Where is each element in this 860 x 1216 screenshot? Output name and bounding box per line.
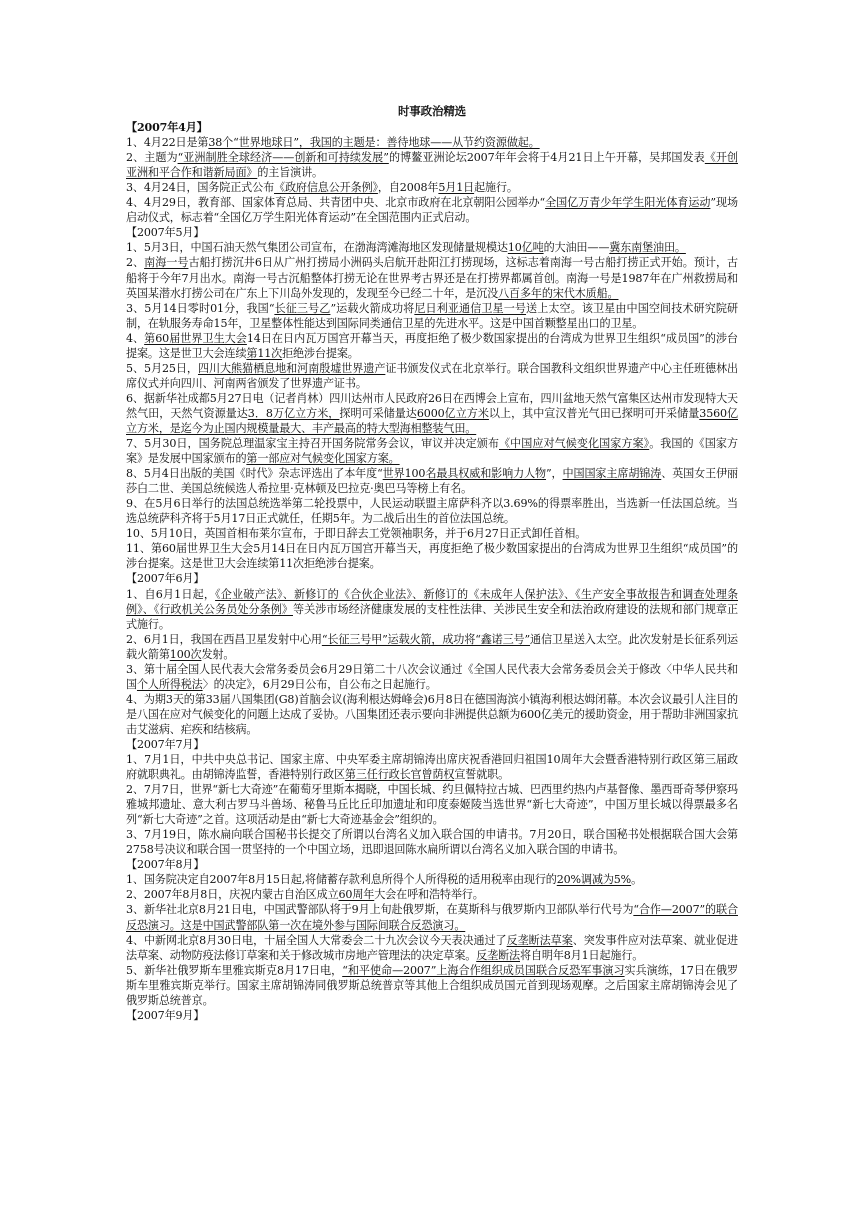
news-item [126,662,738,692]
underlined-text: 100次 [169,647,202,661]
body-text: 3、第十届全国人民代表大会常务委员会6月29日第二十八次会议通过《全国人民代表大会常务委员会关于修改〈中华人民共和国 [126,662,738,691]
body-text: 〉的决定》，6月29日公布，自公布之日起施行。 [202,677,437,691]
body-text: 的主旨演讲。 [257,166,323,180]
news-item [126,827,738,857]
body-text: 大会在呼和浩特举行。 [374,888,484,902]
underlined-text: 四川大熊猫栖息地和河南殷墟世界遗产 [197,361,386,375]
news-item [126,436,738,466]
news-item [126,361,738,391]
body-text: 4、为期3天的第33届八国集团(G8)首脑会议(海利根达姆峰会)6月8日在德国海滨小镇海利根达姆闭幕。本次会议最引人注目的是八国在应对气候变化的问题上达成了妥协。八国集团还表示要向非洲提供总额为600亿美元的援助资金，用于帮助非洲国家抗击艾滋病、疟疾和结核病。 [126,692,738,736]
body-text: 。我国的《国家方案》是发展中国家颁布的 [126,437,738,466]
body-text: ”， [546,467,563,481]
month-heading: 【2007年8月】 [126,858,205,872]
body-text: 6、据新华社成都5月27日电（记者肖林）四川达州市人民政府26日在西博会上宣布，四川盆地天然气富集区达州市发现特大天然气田，天然气资源量达 [126,391,738,420]
underlined-text: 第60届世界卫生大会 [144,331,247,345]
underlined-text: 《开创亚洲和平合作和谐新局面》 [126,151,738,180]
underlined-text: 尼日利亚通信卫星一号 [414,301,527,315]
news-item [126,255,738,300]
underlined-text: 10亿吨 [507,241,544,255]
document-page [126,104,738,1023]
underlined-text: 反垄断法草案 [506,933,573,947]
body-text: 2、 [126,256,145,270]
body-text: 1、4月22日是第 [126,136,209,150]
body-text: 8、5月4日出版的美国《时代》杂志评选出了本年度“ [126,467,383,481]
underlined-text: 世界100名最具权威和影响力人物 [382,467,547,481]
underlined-text: “合作—2007”的联合反恐演习。这是中国武警部队第一次在境外参与国际间联合反恐演习。 [126,903,738,932]
underlined-text: 南海一号 [144,256,189,270]
news-item [126,496,738,526]
body-text: 。 [631,873,643,887]
underlined-text: “和平使命—2007”上海合作组织成员国联合反恐军事演习 [342,963,625,977]
body-text: 1、国务院决定自2007年8月15日起,将储蓄存款利息所得个人所得税的适用税率由现行的 [126,873,557,887]
news-item [126,180,738,195]
news-item [126,526,738,541]
body-text: 起施行。 [474,181,518,195]
body-text: 将自明年8月1日起施行。 [520,948,644,962]
body-text: 2、主题为 [126,151,178,165]
body-text: 的大油田—— [543,241,610,255]
underlined-text: “长征三号甲”运载火箭，成功将“鑫诺三号” [321,632,531,646]
body-text: 3、7月19日，陈水扁向联合国秘书长提交了所谓以台湾名义加入联合国的申请书。7月20日，联合国秘书处根据联合国大会第2758号决议和联合国一贯坚持的一个中国立场，迅即退回陈水扁所谓以台湾名义加入联合国的申请书。 [126,828,738,857]
news-item [126,782,738,827]
body-text: 实兵演练，17日在俄罗斯车里雅宾斯克举行。国家主席胡锦涛同俄罗斯总统普京等其他上合组织成员国元首到现场观摩。之后国家主席胡锦涛会见了俄罗斯总统普京。 [126,963,738,1007]
body-text: 7、5月30日，国务院总理温家宝主持召开国务院常务会议，审议并决定颁布 [126,437,499,451]
body-text: 、突发事件应对法草案、就业促进法草案、动物防疫法修订草案和关于修改城市房地产管理法的决定草案。 [126,933,738,962]
news-item [126,872,738,887]
underlined-text: 八百多年的宋代木质船。 [498,286,619,300]
body-text: 拒绝涉台提案。 [282,346,359,360]
body-text: 、英国女王伊丽莎白二世、美国总统候选人希拉里·克林顿及巴拉克·奥巴马等榜上有名。 [126,467,739,496]
underlined-text: 第一部应对气候变化国家方案。 [246,452,400,466]
underlined-text: 第三任行政长官曾荫权 [344,768,455,782]
news-item [126,902,738,932]
month-section [126,571,738,737]
news-item [126,466,738,496]
month-section [126,857,738,1007]
month-heading: 【2007年4月】 [126,121,208,135]
underlined-text: 反垄断法 [476,948,520,962]
body-text: ，自2008年 [377,181,439,195]
news-item [126,331,738,361]
month-heading: 【2007年6月】 [126,572,205,586]
body-text: 14日在日内瓦万国宫开幕当天，再度拒绝了极少数国家提出的台湾成为世界卫生组织“成员国”的涉台提案。这是世卫大会连续 [126,331,738,360]
news-item [126,150,738,180]
body-text: 送上太空。该卫星由中国空间技术研究院研制，在轨服务寿命15年，卫星整体性能达到国际同类通信卫星的先进水平。这是中国首颗整星出口的卫星。 [126,301,738,330]
body-text: 11、第60届世界卫生大会5月14日在日内瓦万国宫开幕当天，再度拒绝了极少数国家提出的台湾成为世界卫生组织“成员国”的涉台提案。这是世卫大会连续第11次拒绝涉台提案。 [126,542,738,571]
underlined-text: 全国亿万青少年学生阳光体育运动 [545,196,711,210]
body-text: 以上，其中宣汉普光气田已探明可开采储量 [488,406,700,420]
month-heading: 【2007年7月】 [126,737,205,751]
body-text: 宣誓就职。 [454,768,510,782]
news-item [126,587,738,632]
body-text: 发射。 [201,647,235,661]
news-item [126,541,738,571]
news-item [126,391,738,436]
body-text: 等关涉市场经济健康发展的支柱性法律、关涉民生安全和法治政府建设的法规和部门规章正式施行。 [126,602,738,631]
news-item [126,135,738,150]
underlined-text: 38个“世界地球日”，我国的主题是：善待地球——从节约资源做起。 [208,136,540,150]
underlined-text: 《中国应对气候变化国家方案》 [499,437,650,451]
underlined-text: 3．8万亿立方米， [247,406,340,420]
body-text: 古船打捞沉井6日从广州打捞局小洲码头启航开赴阳江打捞现场，这标志着南海一号古船打捞正式开始。预计，古船将于今年7月出水。南海一号古沉船整体打捞无论在世界考古界还是在打捞界都属首创。南海一号是1987年在广州救捞局和英国某潜水打捞公司在广东上下川岛外发现的，发现至今已经二十年，是沉没 [126,256,738,300]
body-text: 2、6月1日，我国在西昌卫星发射中心用 [126,632,322,646]
news-item [126,632,738,662]
body-text: 2、7月7日，世界“新七大奇迹”在葡萄牙里斯本揭晓，中国长城、约旦佩特拉古城、巴西里约热内卢基督像、墨西哥奇琴伊察玛雅城邦遗址、意大利古罗马斗兽场、秘鲁马丘比丘印加遗址和印度泰姬陵当选世界“新七大奇迹”，中国万里长城以得票最多名列“新七大奇迹”之首。这项活动是由“新七大奇迹基金会”组织的。 [126,783,738,827]
news-item [126,195,738,225]
month-section [126,1008,738,1023]
body-text: 通信卫星送入太空。此次发射是长征系列运载火箭第 [126,632,738,661]
body-text: 1、自6月1日起， [126,587,216,601]
month-heading: 【2007年5月】 [126,226,205,240]
document-title: 时事政治精选 [397,104,467,118]
news-item [126,887,738,902]
underlined-text: 5月1日 [438,181,475,195]
body-text: 4、 [126,331,145,345]
body-text: 4、中新网北京8月30日电，十届全国人大常委会二十九次会议今天表决通过了 [126,933,507,947]
news-item [126,692,738,737]
body-text: 的博鳌亚洲论坛2007年年会将于4月21日上午开幕，吴邦国发表 [388,151,705,165]
news-item [126,240,738,255]
underlined-text: 第11次 [246,346,283,360]
body-text: ”现场启动仪式，标志着“全国亿万学生阳光体育运动”在全国范围内正式启动。 [126,196,738,225]
body-text: 证书颁发仪式在北京举行。联合国教科文组织世界遗产中心主任班德林出席仪式并向四川、河南两省颁发了世界遗产证书。 [126,361,738,390]
body-text: 1、5月3日，中国石油天然气集团公司宣布，在渤海湾滩海地区发现储量规模达 [126,241,508,255]
underlined-text: 《企业破产法》、新修订的《合伙企业法》、新修订的《未成年人保护法》、《生产安全事故报告和调查处理条例》、《行政机关公务员处分条例》 [126,587,739,616]
underlined-text: 3560亿立方米，是迄今为止国内规模量最大、丰产最高的特大型海相整装气田。 [126,406,738,435]
month-heading: 【2007年9月】 [126,1008,205,1022]
month-section [126,737,738,857]
body-text: 1、7月1日，中共中央总书记、国家主席、中央军委主席胡锦涛出席庆祝香港回归祖国10周年大会暨香港特别行政区第三届政府就职典礼。由胡锦涛监誓，香港特别行政区 [126,753,738,782]
body-text: 3、5月14日零时01分，我国“ [126,301,275,315]
sections-container [126,120,738,1023]
news-item [126,752,738,782]
body-text: 2、2007年8月8日，庆祝内蒙古自治区成立 [126,888,339,902]
news-item [126,933,738,963]
underlined-text: 20%调减为5% [556,873,632,887]
underlined-text: 中国国家主席胡锦涛 [562,467,662,481]
body-text: 5、5月25日， [126,361,198,375]
underlined-text: 个人所得税法 [136,677,203,691]
news-item [126,963,738,1008]
body-text: 9、在5月6日举行的法国总统选举第二轮投票中，人民运动联盟主席萨科齐以3.69%的得票率胜出，当选新一任法国总统。当选总统萨科齐将于5月17日正式就任，任期5年。为二战后出生的首位法国总统。 [126,497,738,526]
underlined-text: 长征三号乙 [274,301,331,315]
body-text: 3、新华社北京8月21日电，中国武警部队将于9月上旬赴俄罗斯，在莫斯科与俄罗斯内卫部队举行代号为 [126,903,634,917]
month-section [126,120,738,225]
underlined-text: 《政府信息公开条例》 [274,181,378,195]
body-text: 4、4月29日，教育部、国家体育总局、共青团中央、北京市政府在北京朝阳公园举办“ [126,196,546,210]
underlined-text: 冀东南堡油田。 [609,241,686,255]
underlined-text: “亚洲制胜全球经济——创新和可持续发展” [177,151,389,165]
body-text: 10、5月10日，英国首相布莱尔宣布，于即日辞去工党领袖职务，并于6月27日正式卸任首相。 [126,527,587,541]
underlined-text: 60周年 [338,888,375,902]
body-text: 3、4月24日，国务院正式公布 [126,181,275,195]
body-text: ”运载火箭成功将 [330,301,415,315]
news-item [126,301,738,331]
body-text: 5、新华社俄罗斯车里雅宾斯克8月17日电， [126,963,343,977]
month-section [126,225,738,571]
underlined-text: 6000亿立方米 [416,406,489,420]
body-text: 探明可采储量达 [339,406,417,420]
